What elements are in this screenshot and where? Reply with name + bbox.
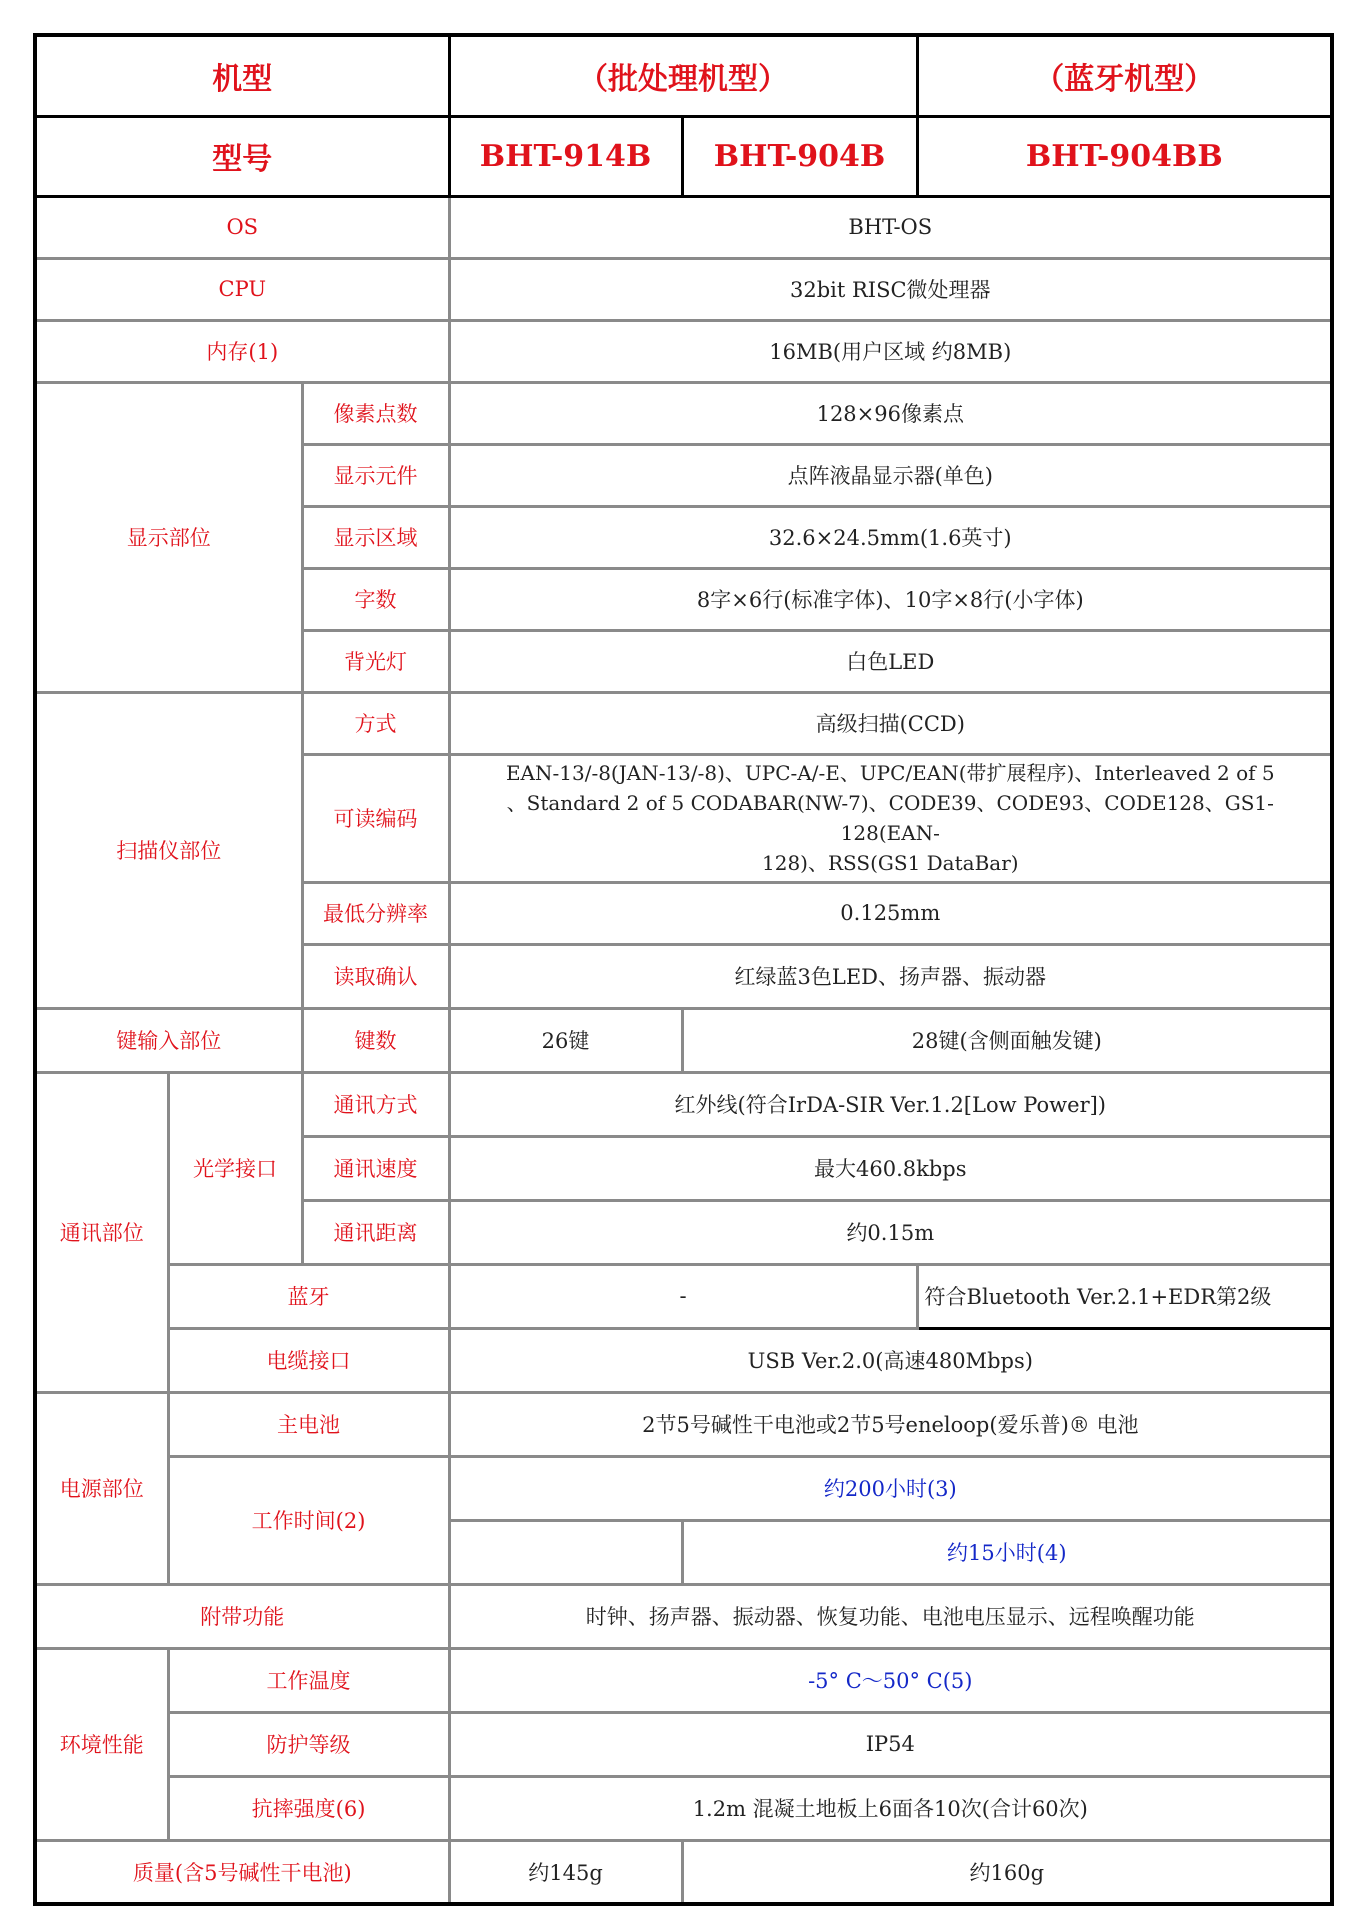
drop-label: 抗摔强度(6) <box>168 1776 449 1840</box>
cable-label: 电缆接口 <box>168 1328 449 1392</box>
area-label: 显示区域 <box>302 506 449 568</box>
row-env-protection <box>35 1712 1332 1776</box>
keys-914b-value: 26键 <box>449 1008 682 1072</box>
worktime-label: 工作时间(2) <box>168 1456 449 1584</box>
model-904bb: BHT-904BB <box>917 116 1332 196</box>
row-power-time-1 <box>35 1456 1332 1520</box>
comm-method-value: 红外线(符合IrDA-SIR Ver.1.2[Low Power]) <box>449 1072 1332 1136</box>
batch-model-label: （批处理机型） <box>449 35 917 116</box>
mass-914b-value: 约145g <box>449 1840 682 1904</box>
pixels-value: 128×96像素点 <box>449 382 1332 444</box>
env-label: 环境性能 <box>35 1648 168 1840</box>
type-label: 型号 <box>35 116 449 196</box>
power-label: 电源部位 <box>35 1392 168 1584</box>
codes-line-1: EAN-13/-8(JAN-13/-8)、UPC-A/-E、UPC/EAN(带扩展程序)、Interleaved 2 of 5 <box>505 761 1275 785</box>
worktime-value-1: 约200小时(3) <box>449 1456 1332 1520</box>
keys-label: 键输入部位 <box>35 1008 302 1072</box>
extra-value: 时钟、扬声器、振动器、恢复功能、电池电压显示、远程唤醒功能 <box>449 1584 1332 1648</box>
confirm-label: 读取确认 <box>302 944 449 1008</box>
bluetooth-bt-value: 符合Bluetooth Ver.2.1+EDR第2级 <box>917 1264 1332 1328</box>
optical-label: 光学接口 <box>168 1072 302 1264</box>
method-label: 方式 <box>302 692 449 754</box>
comm-distance-label: 通讯距离 <box>302 1200 449 1264</box>
header-row-type <box>35 116 1332 196</box>
display-label: 显示部位 <box>35 382 302 692</box>
memory-value: 16MB(用户区域 约8MB) <box>449 320 1332 382</box>
bluetooth-batch-value: - <box>449 1264 917 1328</box>
pixels-label: 像素点数 <box>302 382 449 444</box>
temp-value: -5° C～50° C(5) <box>449 1648 1332 1712</box>
codes-line-2: 、Standard 2 of 5 CODABAR(NW-7)、CODE39、CODE93、CODE128、GS1-128(EAN- <box>506 791 1274 845</box>
os-value: BHT-OS <box>449 196 1332 258</box>
worktime-value-2: 约15小时(4) <box>682 1520 1332 1584</box>
chars-value: 8字×6行(标准字体)、10字×8行(小字体) <box>449 568 1332 630</box>
protection-value: IP54 <box>449 1712 1332 1776</box>
row-bluetooth <box>35 1264 1332 1328</box>
cpu-value: 32bit RISC微处理器 <box>449 258 1332 320</box>
drop-value: 1.2m 混凝土地板上6面各10次(合计60次) <box>449 1776 1332 1840</box>
model-label: 机型 <box>35 35 449 116</box>
scanner-label: 扫描仪部位 <box>35 692 302 1008</box>
model-914b: BHT-914B <box>449 116 682 196</box>
keys-904-value: 28键(含侧面触发键) <box>682 1008 1332 1072</box>
row-cable <box>35 1328 1332 1392</box>
extra-label: 附带功能 <box>35 1584 449 1648</box>
row-env-temp <box>35 1648 1332 1712</box>
protection-label: 防护等级 <box>168 1712 449 1776</box>
codes-value <box>449 754 1332 882</box>
battery-value: 2节5号碱性干电池或2节5号eneloop(爱乐普)® 电池 <box>449 1392 1332 1456</box>
comm-distance-value: 约0.15m <box>449 1200 1332 1264</box>
row-os <box>35 196 1332 258</box>
row-env-drop <box>35 1776 1332 1840</box>
resolution-value: 0.125mm <box>449 882 1332 944</box>
comm-speed-value: 最大460.8kbps <box>449 1136 1332 1200</box>
cpu-label: CPU <box>35 258 449 320</box>
worktime-empty-cell <box>449 1520 682 1584</box>
row-mass <box>35 1840 1332 1904</box>
chars-label: 字数 <box>302 568 449 630</box>
mass-904-value: 约160g <box>682 1840 1332 1904</box>
temp-label: 工作温度 <box>168 1648 449 1712</box>
backlight-label: 背光灯 <box>302 630 449 692</box>
row-display-pixels <box>35 382 1332 444</box>
row-extra <box>35 1584 1332 1648</box>
bluetooth-model-label: （蓝牙机型） <box>917 35 1332 116</box>
row-scanner-method <box>35 692 1332 754</box>
row-comm-method <box>35 1072 1332 1136</box>
memory-label: 内存(1) <box>35 320 449 382</box>
keys-count-label: 键数 <box>302 1008 449 1072</box>
spec-table <box>33 33 1334 1906</box>
cable-value: USB Ver.2.0(高速480Mbps) <box>449 1328 1332 1392</box>
row-power-battery <box>35 1392 1332 1456</box>
comm-label: 通讯部位 <box>35 1072 168 1392</box>
resolution-label: 最低分辨率 <box>302 882 449 944</box>
row-keys <box>35 1008 1332 1072</box>
row-memory <box>35 320 1332 382</box>
codes-label: 可读编码 <box>302 754 449 882</box>
bluetooth-label: 蓝牙 <box>168 1264 449 1328</box>
element-label: 显示元件 <box>302 444 449 506</box>
area-value: 32.6×24.5mm(1.6英寸) <box>449 506 1332 568</box>
element-value: 点阵液晶显示器(单色) <box>449 444 1332 506</box>
comm-method-label: 通讯方式 <box>302 1072 449 1136</box>
comm-speed-label: 通讯速度 <box>302 1136 449 1200</box>
header-row-model <box>35 35 1332 116</box>
battery-label: 主电池 <box>168 1392 449 1456</box>
os-label: OS <box>35 196 449 258</box>
method-value: 高级扫描(CCD) <box>449 692 1332 754</box>
backlight-value: 白色LED <box>449 630 1332 692</box>
model-904b: BHT-904B <box>682 116 917 196</box>
row-cpu <box>35 258 1332 320</box>
mass-label: 质量(含5号碱性干电池) <box>35 1840 449 1904</box>
confirm-value: 红绿蓝3色LED、扬声器、振动器 <box>449 944 1332 1008</box>
codes-line-3: 128)、RSS(GS1 DataBar) <box>762 851 1019 875</box>
